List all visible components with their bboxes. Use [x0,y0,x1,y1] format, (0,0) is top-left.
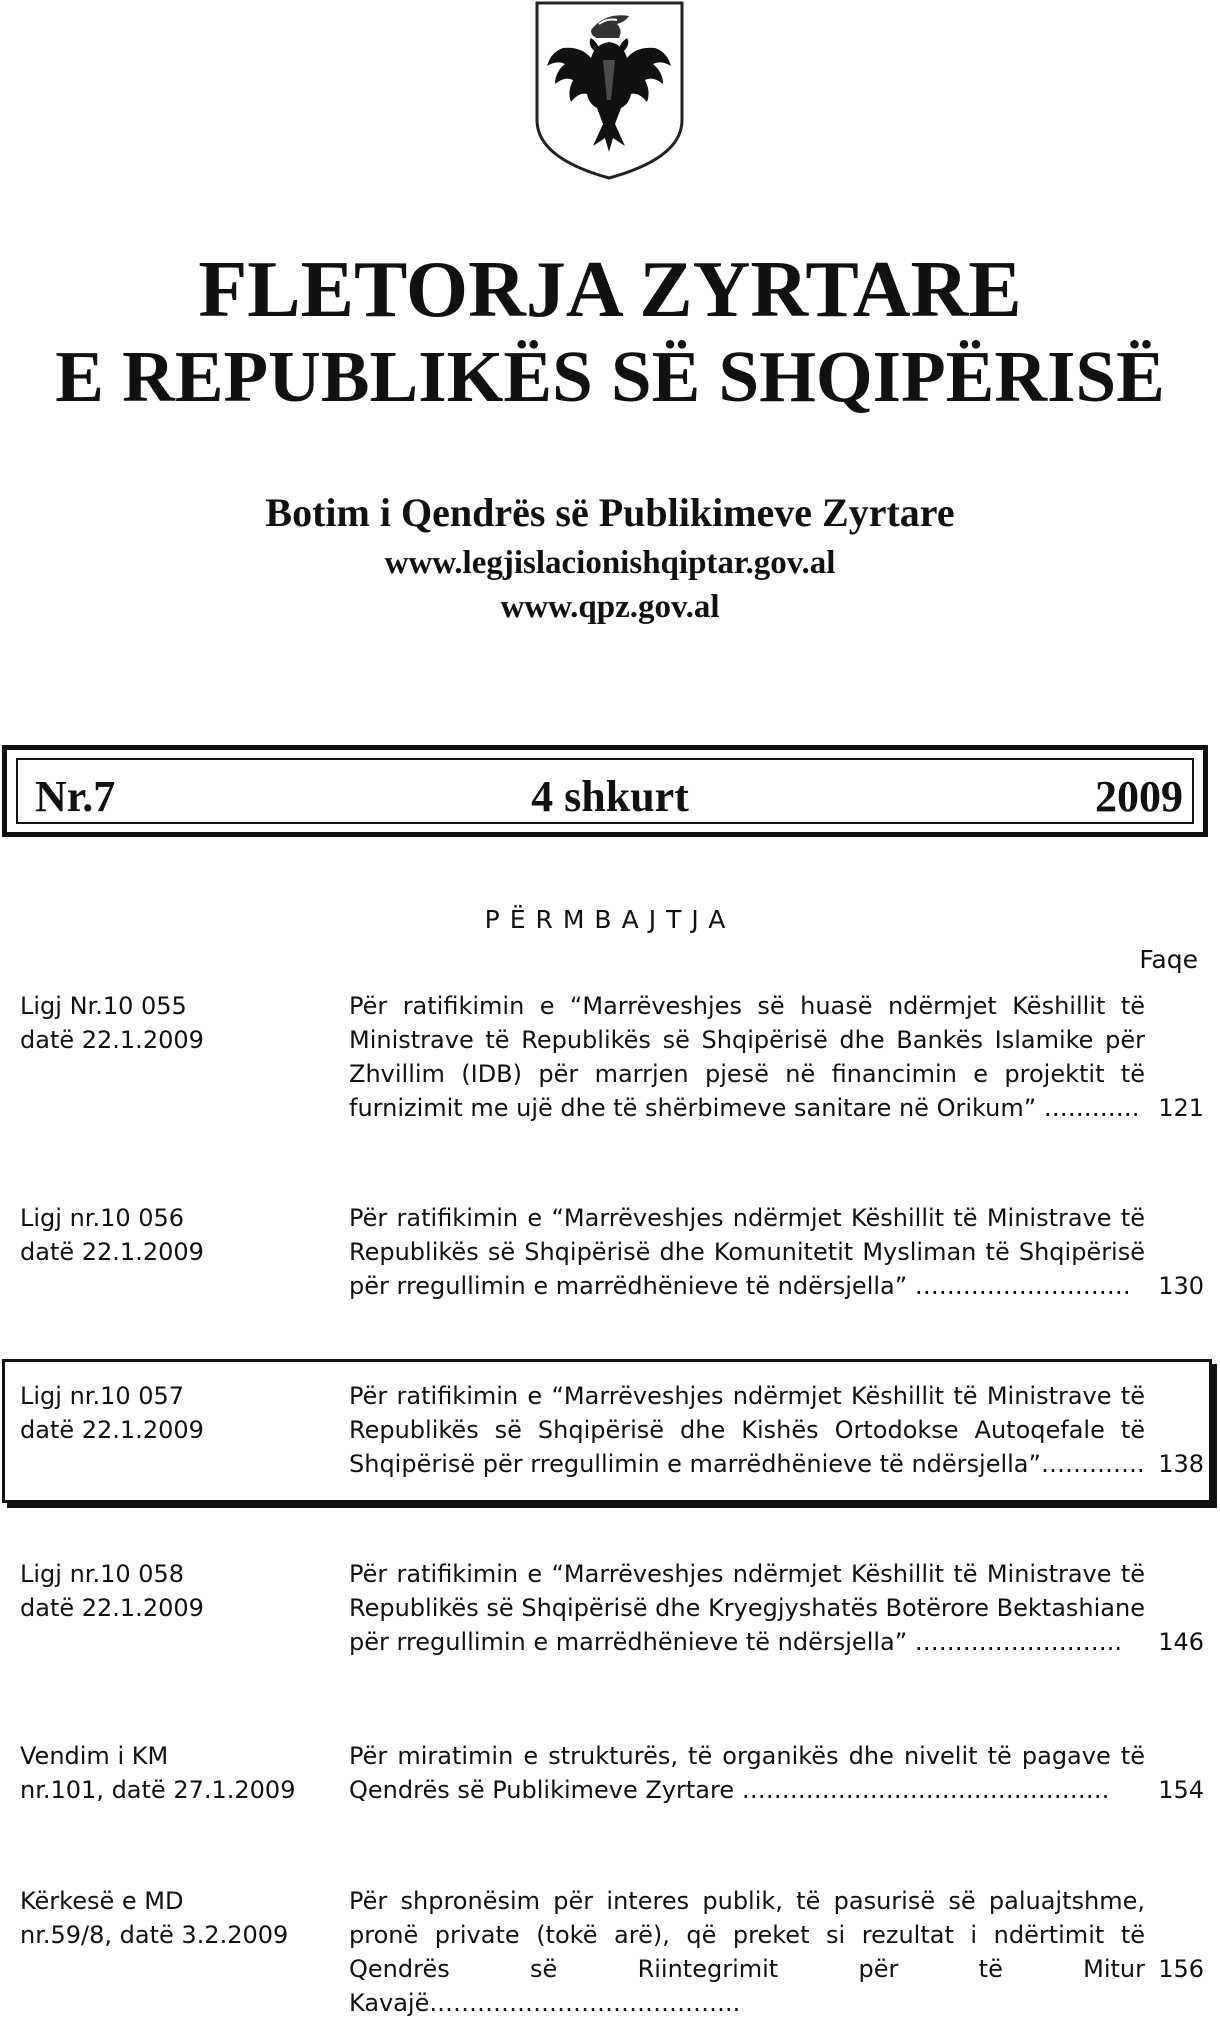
toc-entry-reference [20,989,340,1057]
toc-entry-ref-date: datë 22.1.2009 [20,1026,204,1054]
toc-entry-ref-type: Vendim i KM [20,1742,169,1770]
toc-entry-ref-date: datë 22.1.2009 [20,1416,204,1444]
issue-date: 4 shkurt [531,772,689,821]
toc-heading: PËRMBAJTJA [484,905,736,934]
toc-entry-ref-date: nr.59/8, datë 3.2.2009 [20,1921,289,1949]
toc-entry-description: Për ratifikimin e “Marrëveshjes së huasë ndërmjet Këshillit të Ministrave të Republikës së Shqipërisë dhe Bankës Islamike për Zhvillim (IDB) për marrjen pjesë në financimin e projektit të furnizimit me ujë dhe të shërbimeve sanitare në Orikum” ………… [349,992,1145,1122]
toc-entry-description: Për ratifikimin e “Marrëveshjes ndërmjet Këshillit të Ministrave të Republikës së Shqipërisë dhe Komunitetit Mysliman të Shqipërisë për rregullimin e marrëdhënieve të ndërsjella” ……………………… [349,1204,1145,1300]
toc-entry-ref-date: datë 22.1.2009 [20,1594,204,1622]
toc-entry-ref-type: Kërkesë e MD [20,1887,184,1915]
page-column-label: Faqe [1139,945,1198,974]
website-link-qpz[interactable]: www.qpz.gov.al [500,589,720,625]
toc-entry-ref-date: datë 22.1.2009 [20,1238,204,1266]
toc-entry-ref-type: Ligj nr.10 058 [20,1560,185,1588]
website-link-legjislacioni[interactable]: www.legjislacionishqiptar.gov.al [384,545,836,581]
toc-entry-description: Për miratimin e strukturës, të organikës dhe nivelit të pagave të Qendrës së Publikimeve Zyrtare ………………………………………. [349,1742,1145,1804]
issue-banner [2,745,1208,837]
toc-entry-reference [20,1557,340,1625]
toc-entry-reference [20,1739,340,1807]
toc-entry-reference [20,1884,340,1952]
gazette-subtitle: E REPUBLIKËS SË SHQIPËRISË [55,336,1165,417]
toc-entry-page: 130 [1158,1272,1204,1300]
toc-entry-description: Për ratifikimin e “Marrëveshjes ndërmjet Këshillit të Ministrave të Republikës së Shqipërisë dhe Kryegjyshatës Botërore Bektashiane për rregullimin e marrëdhënieve të ndërsjella” …………………….. [349,1560,1145,1656]
toc-entry-description: Për shpronësim për interes publik, të pasurisë së paluajtshme, pronë private (tokë arë), që preket si rezultat i ndërtimit të Qendrës së Riintegrimit për të Mitur Kavajë.……………………………….. [349,1887,1145,2017]
toc-entry-ref-type: Ligj nr.10 056 [20,1204,185,1232]
toc-entry-reference [20,1379,340,1447]
toc-entry-page: 156 [1158,1955,1204,1983]
issue-year: 2009 [1095,772,1183,821]
toc-entry-reference [20,1201,340,1269]
toc-entry-ref-date: nr.101, datë 27.1.2009 [20,1776,296,1804]
toc-entry-ref-type: Ligj nr.10 057 [20,1382,185,1410]
toc-entry-page: 154 [1158,1776,1204,1804]
coat-of-arms-emblem [533,0,686,182]
issue-number: Nr.7 [35,772,116,821]
toc-entry-page: 146 [1158,1628,1204,1656]
toc-entry-page: 121 [1158,1094,1204,1122]
publisher-line: Botim i Qendrës së Publikimeve Zyrtare [265,490,955,535]
toc-entry-description: Për ratifikimin e “Marrëveshjes ndërmjet Këshillit të Ministrave të Republikës së Shqipërisë dhe Kishës Ortodokse Autoqefale të Shqipërisë për rregullimin e marrëdhënieve të ndërsjella”…………. [349,1382,1145,1478]
toc-entry-page: 138 [1158,1450,1204,1478]
gazette-title: FLETORJA ZYRTARE [198,246,1022,334]
toc-entry-ref-type: Ligj Nr.10 055 [20,992,187,1020]
